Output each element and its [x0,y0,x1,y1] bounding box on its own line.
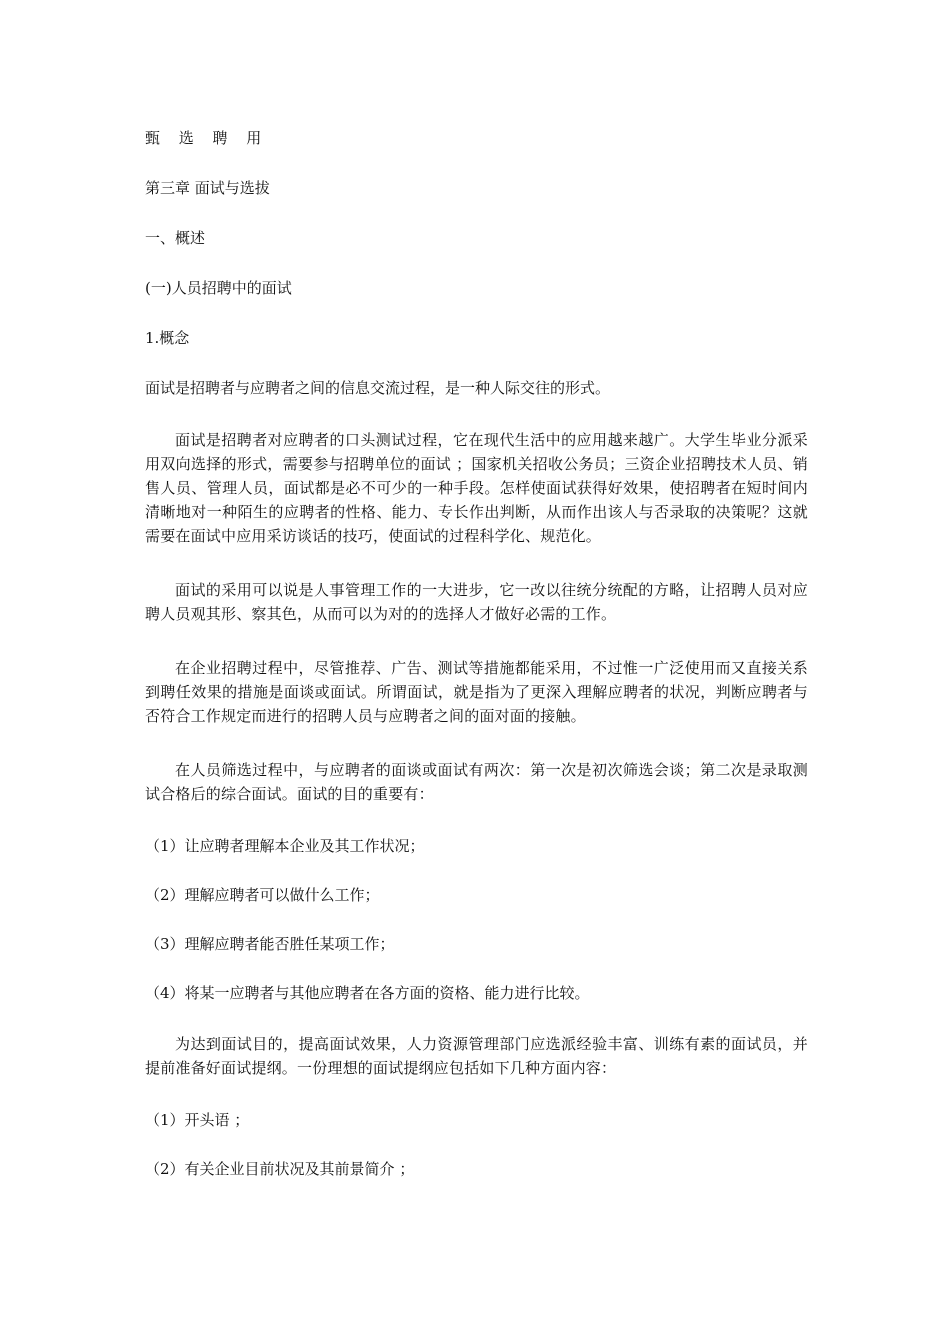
section-heading: 一、概述 [145,229,206,247]
purpose-list-item: （3）理解应聘者能否胜任某项工作； [145,935,395,953]
outline-list-item: （2）有关企业目前状况及其前景简介 ； [145,1160,415,1178]
body-paragraph: 面试是招聘者对应聘者的口头测试过程，它在现代生活中的应用越来越广。大学生毕业分派采用双向选择的形式，需要参与招聘单位的面试 ；国家机关招收公务员；三资企业招聘技术人员、销售人员、管理人员，面试都是必不可少的一种手段。怎样使面试获得好效果，使招聘者在短时间内清晰地对一种陌生的应聘者的性格、能力、专长作出判断，从而作出该人与否录取的决策呢？这就需要在面试中应用采访谈话的技巧，使面试的过程科学化、规范化。 [145,431,808,545]
outline-list-item: （1）开头语 ； [145,1111,250,1129]
body-paragraph: 面试的采用可以说是人事管理工作的一大进步，它一改以往统分统配的方略，让招聘人员对应聘人员观其形、察其色，从而可以为对的的选择人才做好必需的工作。 [145,581,808,623]
concept-heading: 1.概念 [145,329,190,347]
outline-paragraph: 为达到面试目的，提高面试效果，人力资源管理部门应选派经验丰富、训练有素的面试员，并提前准备好面试提纲。一份理想的面试提纲应包括如下几种方面内容： [145,1035,808,1077]
document-title: 甄 选 聘 用 [145,129,269,147]
body-paragraph: 在人员筛选过程中，与应聘者的面谈或面试有两次：第一次是初次筛选会谈；第二次是录取测试合格后的综合面试。面试的目的重要有： [145,761,808,803]
purpose-list-item: （1）让应聘者理解本企业及其工作状况； [145,837,425,855]
subsection-heading: (一)人员招聘中的面试 [145,279,292,297]
purpose-list-item: （4）将某一应聘者与其他应聘者在各方面的资格、能力进行比较。 [145,984,590,1002]
document-body [145,128,808,1208]
body-paragraph: 在企业招聘过程中，尽管推荐、广告、测试等措施都能采用，不过惟一广泛使用而又直接关系到聘任效果的措施是面谈或面试。所谓面试，就是指为了更深入理解应聘者的状况，判断应聘者与否符合工作规定而进行的招聘人员与应聘者之间的面对面的接触。 [145,659,808,725]
intro-line: 面试是招聘者与应聘者之间的信息交流过程，是一种人际交往的形式。 [145,379,611,397]
purpose-list-item: （2）理解应聘者可以做什么工作； [145,886,380,904]
chapter-heading: 第三章 面试与选拔 [145,179,270,197]
